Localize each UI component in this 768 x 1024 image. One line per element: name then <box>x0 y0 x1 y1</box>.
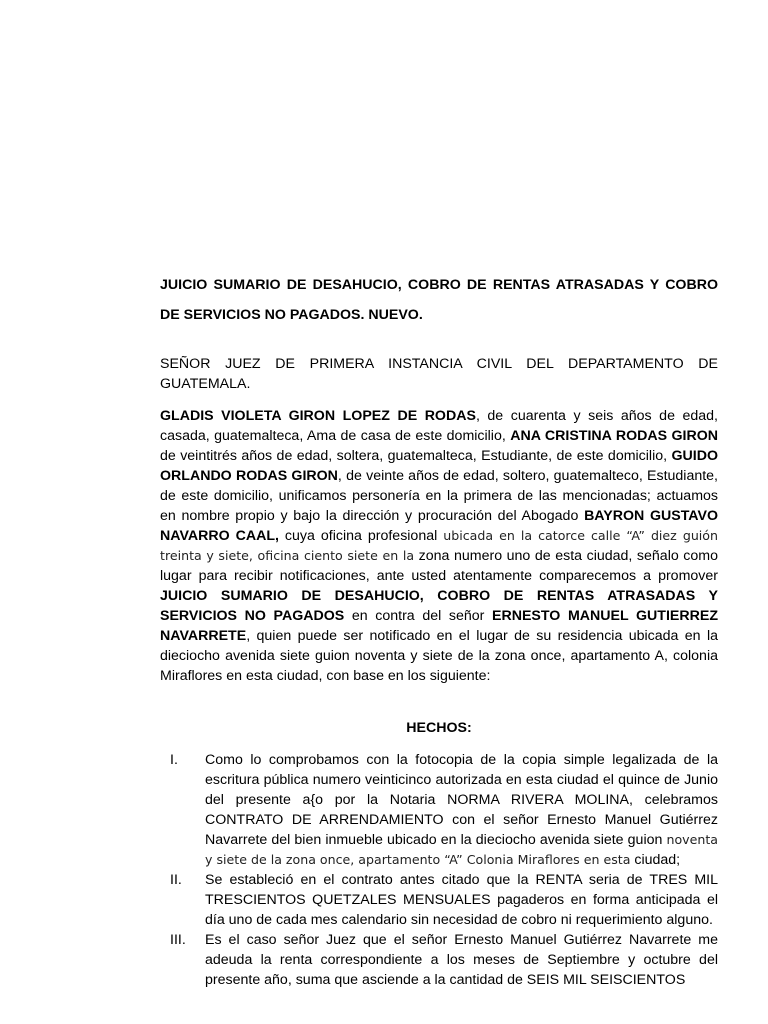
office-address: ubicada en la catorce calle “A” diez guión treinta y siete, oficina ciento siete en la <box>160 528 718 563</box>
hechos-list <box>160 750 718 990</box>
lawyer-name: BAYRON GUSTAVO NAVARRO CAAL, <box>160 508 718 544</box>
list-item <box>160 930 718 990</box>
list-item-number: III. <box>170 932 186 948</box>
list-item-text-alt: noventa y siete de la zona once, apartamento “A” Colonia Miraflores en esta <box>205 832 718 867</box>
list-item-text <box>205 750 718 870</box>
court-address: SEÑOR JUEZ DE PRIMERA INSTANCIA CIVIL DEL DEPARTAMENTO DE GUATEMALA. <box>160 356 718 392</box>
list-item-text <box>205 930 718 990</box>
intro-text-3: , de veinte años de edad, soltero, guatemalteco, Estudiante, de este domicilio, unificamos personería en la primera de las mencionadas; actuamos en nombre propio y bajo la dirección y procuración del Abogado <box>160 468 718 524</box>
intro-paragraph <box>160 406 718 686</box>
list-item <box>160 870 718 930</box>
document-title: JUICIO SUMARIO DE DESAHUCIO, COBRO DE RENTAS ATRASADAS Y COBRO DE SERVICIOS NO PAGADOS. NUEVO. <box>160 277 718 323</box>
list-item-number: I. <box>170 752 178 768</box>
defendant-name: ERNESTO MANUEL GUTIERREZ NAVARRETE <box>160 608 718 644</box>
list-item-text-a: Como lo comprobamos con la fotocopia de la copia simple legalizada de la escritura pública numero veinticinco autorizada en esta ciudad el quince de Junio del presente a{o por la Notaria NORMA RIVERA MOLINA, celebramos CONTRATO DE ARRENDAMIENTO con el señor Ernesto Manuel Gutiérrez Navarrete del bien inmueble ubicado en la dieciocho avenida siete guion <box>205 752 718 848</box>
intro-text-2: de veintitrés años de edad, soltera, guatemalteca, Estudiante, de este domicilio, <box>160 448 672 464</box>
plaintiff-name-2: ANA CRISTINA RODAS GIRON <box>510 428 719 444</box>
list-item-text-a: Se estableció en el contrato antes citado que la RENTA seria de TRES MIL TRESCIENTOS QUETZALES MENSUALES pagaderos en forma anticipada el día uno de cada mes calendario sin necesidad de cobro ni requerimiento alguno. <box>205 872 718 928</box>
case-type: JUICIO SUMARIO DE DESAHUCIO, COBRO DE RENTAS ATRASADAS Y SERVICIOS NO PAGADOS <box>160 588 718 624</box>
intro-text-5: zona numero uno de esta ciudad, señalo como lugar para recibir notificaciones, ante usted atentamente comparecemos a promover <box>160 548 718 584</box>
list-item <box>160 750 718 870</box>
intro-text-1: , de cuarenta y seis años de edad, casada, guatemalteca, Ama de casa de este domicilio, <box>160 408 719 444</box>
intro-text-6: en contra del señor <box>344 608 493 624</box>
hechos-heading: HECHOS: <box>406 720 472 736</box>
list-item-number: II. <box>170 872 182 888</box>
list-item-text-a: Es el caso señor Juez que el señor Ernesto Manuel Gutiérrez Navarrete me adeuda la renta correspondiente a los meses de Septiembre y octubre del presente año, suma que asciende a la cantidad de SEIS MIL SEISCIENTOS <box>205 932 718 988</box>
intro-text-4: cuya oficina profesional <box>278 528 444 544</box>
list-item-text <box>205 870 718 930</box>
list-item-text-b: ciudad; <box>630 852 681 868</box>
plaintiff-name-1: GLADIS VIOLETA GIRON LOPEZ DE RODAS <box>160 408 476 424</box>
plaintiff-name-3: GUIDO ORLANDO RODAS GIRON <box>160 448 718 484</box>
intro-text-7: , quien puede ser notificado en el lugar de su residencia ubicada en la dieciocho avenida siete guion noventa y siete de la zona once, apartamento A, colonia Miraflores en esta ciudad, con base en los siguiente: <box>160 628 718 684</box>
